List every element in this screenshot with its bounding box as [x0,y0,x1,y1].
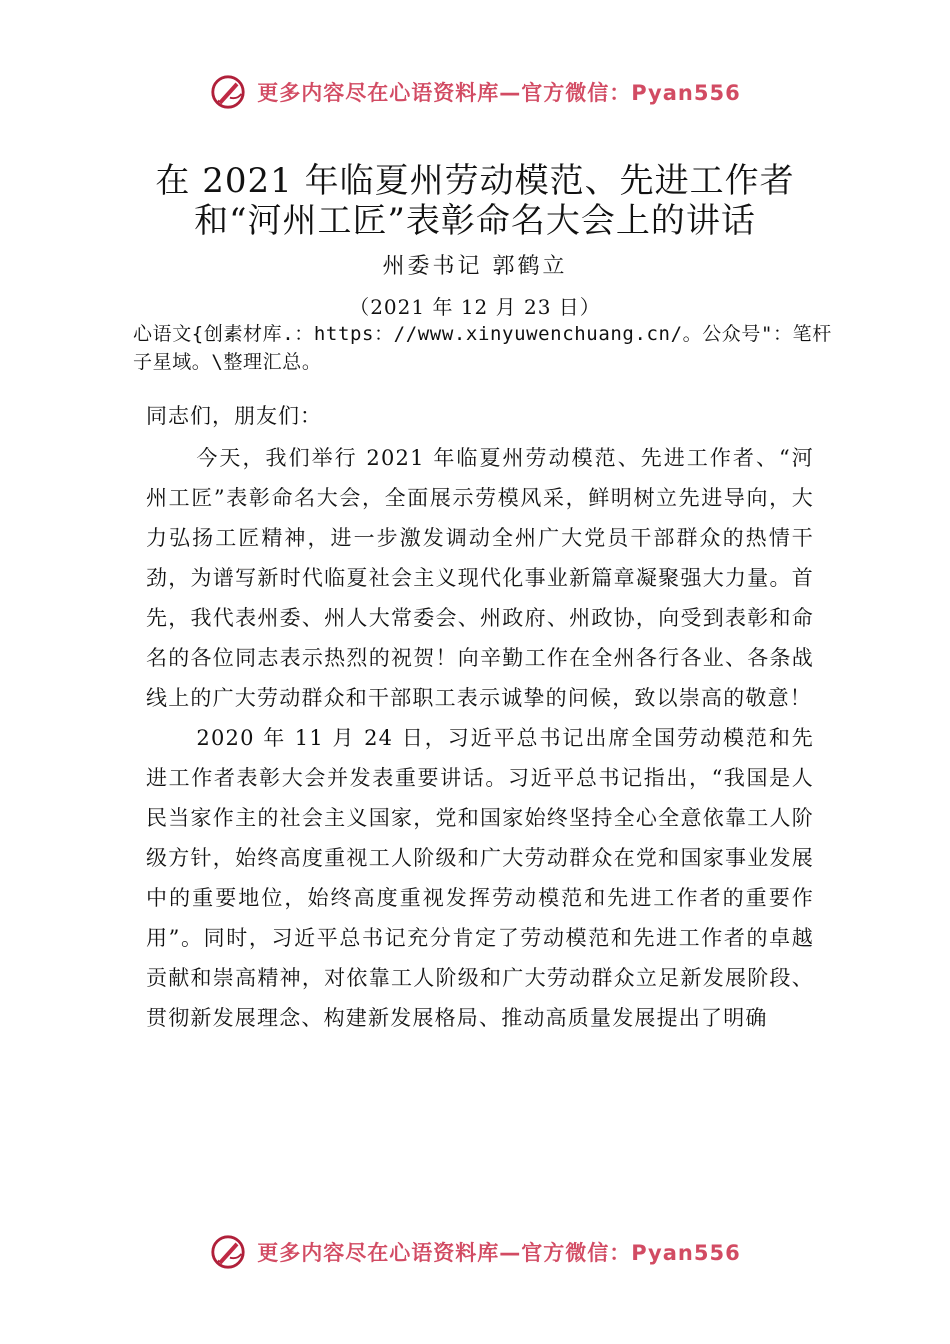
document-title-line2: 和“河州工匠”表彰命名大会上的讲话 [194,201,756,241]
document-title-line1: 在 2021 年临夏州劳动模范、先进工作者 [155,161,795,201]
banner-text: 更多内容尽在心语资料库—官方微信：Pyan556 [257,81,741,105]
paragraph: 今天，我们举行 2021 年临夏州劳动模范、先进工作者、“河州工匠”表彰命名大会，全面展示劳模风采，鲜明树立先进导向，大力弘扬工匠精神，进一步激发调动全州广大党员干部群众的热情干劲，为谱写新时代临夏社会主义现代化事业新篇章凝聚强大力量。首先，我代表州委、州人大常委会、州政府、州政协，向受到表彰和命名的各位同志表示热烈的祝贺！向辛勤工作在全州各行各业、各条战线上的广大劳动群众和干部职工表示诚挚的问候，致以崇高的敬意！ [146,446,814,710]
source-note: 心语文{创素材库.：https：//www.xinyuwenchuang.cn/。公众号"：笔杆子星域。\整理汇总。 [133,323,832,373]
footer-banner [0,1230,950,1274]
paragraph: 2020 年 11 月 24 日，习近平总书记出席全国劳动模范和先进工作者表彰大会并发表重要讲话。习近平总书记指出，“我国是人民当家作主的社会主义国家，党和国家始终坚持全心全意依靠工人阶级方针，始终高度重视工人阶级和广大劳动群众在党和国家事业发展中的重要地位，始终高度重视发挥劳动模范和先进工作者的重要作用”。同时，习近平总书记充分肯定了劳动模范和先进工作者的卓越贡献和崇高精神，对依靠工人阶级和广大劳动群众立足新发展阶段、贯彻新发展理念、构建新发展格局、推动高质量发展提出了明确 [146,726,814,1030]
salutation: 同志们，朋友们： [146,404,322,428]
date-line: （2021 年 12 月 23 日） [349,295,601,319]
pen-circle-icon [209,73,247,111]
header-banner [0,70,950,114]
author-line: 州委书记 郭鹤立 [382,254,568,279]
banner-text: 更多内容尽在心语资料库—官方微信：Pyan556 [257,1241,741,1265]
pen-circle-icon [209,1233,247,1271]
body-text [146,438,814,1038]
